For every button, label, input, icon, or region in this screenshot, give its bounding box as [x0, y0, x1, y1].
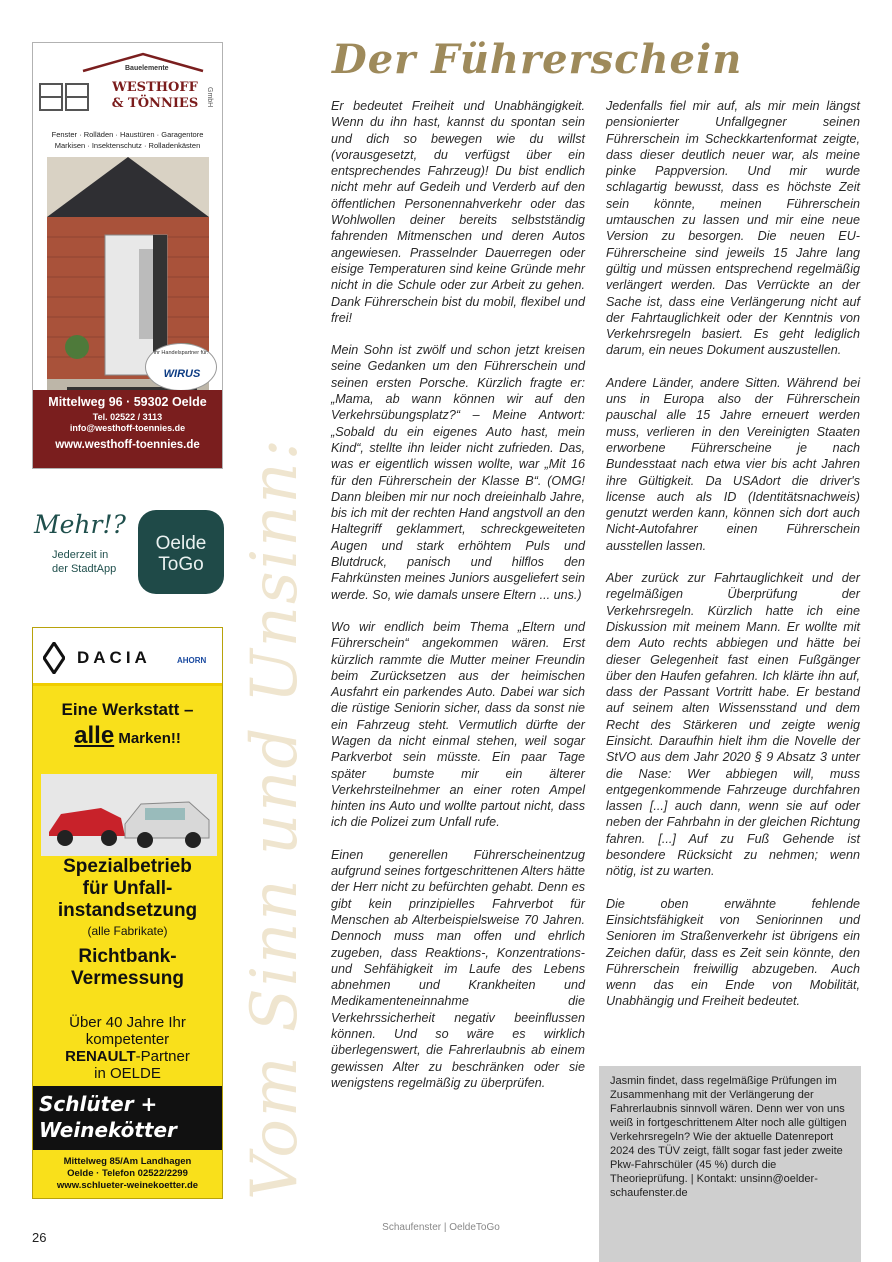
schlueter-company-banner [33, 1086, 222, 1150]
app-icon-line1: Oelde [155, 533, 207, 554]
column-series-title: Vom Sinn und Unsinn: [238, 436, 312, 1200]
richtbank-text [33, 946, 222, 990]
years-line4: in OELDE [94, 1065, 161, 1082]
alle-marken-headline [33, 722, 222, 750]
years-line2: kompetenter [85, 1031, 170, 1048]
marken-word: Marken!! [114, 730, 181, 747]
special-line3: instandsetzung [57, 900, 198, 921]
wirus-partner-badge [145, 343, 217, 391]
schlueter-contact [33, 1156, 222, 1192]
schlueter-phone: Oelde · Telefon 02522/2299 [67, 1168, 188, 1179]
schlueter-website[interactable]: www.schlueter-weinekoetter.de [56, 1180, 199, 1191]
westhoff-phone: Tel. 02522 / 3113 [92, 412, 163, 422]
schlueter-weinekoetter-ad[interactable] [32, 627, 223, 1199]
services-line1: Fenster · Rolläden · Haustüren · Garagentore [51, 130, 204, 139]
westhoff-contact-bar [33, 390, 222, 468]
paragraph: Mein Sohn ist zwölf und schon jetzt kreisen seine Gedanken um den Führerschein und seinen ersten Porsche. Kürzlich fragte er: „Mama, ab wann können wir auf den Verkehrsübungsplatz?“ – Meine Antwort: „Sobald du ein eigenes Auto hast, mein Kind“, stellte ihn leider nicht zufrieden. Das, was er eigentlich wissen wollte, war „Mit 16 für den Führerschein der Klasse B“. (OMG! Dann bleiben mir nur noch dreieinhalb Jahre, bis ich mit der rechten Hand angstvoll an den Haltegriff geklammert, schreckgeweiteten Augen und stark erhöhtem Puls und Blutdruck, panisch und hilflos den Fahrkünsten meines Juniors ausgeliefert sein werde. So, wie damals unsere Eltern ... uns.) [331, 343, 585, 602]
paragraph: Jedenfalls fiel mir auf, als mir mein längst pensionierter Unfallgegner seinen Führerschein im Scheckkartenformat zeigte, dass dieser deutlich neuer war, als meine pinke Pappversion. Und mir wurde schlagartig bewusst, dass es höchste Zeit sein könnte, meinen Führerschein umtauschen zu lassen und mir eine neue Version zu besorgen. Die neuen EU-Führerscheine sind jeweils 15 Jahre lang gültig und müssen entsprechend regelmäßig verlängert werden. Das Verrückte an der Sache ist, dass eine Verlängerung nicht auf der Fahrtauglichkeit oder der Kenntnis von Verkehrsregeln basiert. Es geht lediglich darum, ein neues Dokument auszustellen. [606, 99, 860, 358]
app-icon-line2: ToGo [158, 554, 204, 575]
dacia-logo: DACIA [77, 648, 151, 667]
paragraph: Die oben erwähnte fehlende Einsichtsfähigkeit von Seniorinnen und Senioren im Straßenverkehr ist übrigens ein Zeichen dafür, dass es Zeit sein könnte, den Führerschein freiwillig abzugeben. Auch wenn das ein Ende von Mobilität, Unabhängig und Freiheit bedeutet. [606, 896, 860, 1009]
westhoff-toennies-ad[interactable] [32, 42, 223, 469]
schlueter-address: Mittelweg 85/Am Landhagen [63, 1156, 192, 1167]
spezialbetrieb-text [33, 856, 222, 922]
paragraph: Er bedeutet Freiheit und Unabhängigkeit. Wenn du ihn hast, kannst du spontan sein und dich so bewegen wie du willst (vorausgesetzt, du verfügst über ein entsprechendes Fahrzeug)! Du bist endlich nicht mehr auf Gedeih und Verderb auf den öffentlichen Personennahverkehr oder das Wohlwollen deiner bereits selbstständig fahrenden Mitmenschen und deren Autos angewiesen. Prasselnder Dauerregen oder eisige Temperaturen sind keine Gründe mehr nicht in die Schule oder zur Arbeit zu gehen. Dank Führerschein bist du mobil, flexibel und frei! [331, 99, 585, 325]
dacia-header [33, 628, 222, 686]
partner-word: -Partner [135, 1048, 190, 1065]
company-line2: Weinekötter [39, 1118, 177, 1142]
company-name-line2: & TÖNNIES [111, 96, 199, 111]
paragraph: Wo wir endlich beim Thema „Eltern und Führerschein“ angekommen wären. Erst kürzlich rammte die Mutter meiner Freundin beim Zurücksetzen aus der heimischen Ausfahrt ein parkendes Auto. Dabei war sich die rüstige Seniorin sicher, dass da sonst nie ein Fahrzeug steht. Vermutlich dürfte der Wagen da nicht einmal stehen, weil sogar Parkverbot sein müsste. Ein paar Tage später bumste mir ein älterer Verkehrsteilnehmer an einer roten Ampel hinten ins Auto und wollte partout nicht, dass ich die Polizei zum Unfall rufe. [331, 619, 585, 830]
westhoff-address: Mittelweg 96 · 59302 Oelde [48, 395, 207, 409]
special-line2: für Unfall- [82, 878, 173, 899]
author-info-box: Jasmin findet, dass regelmäßige Prüfungen im Zusammenhang mit der Verlängerung der Fahrerlaubnis sinnvoll wären. Denn wer von uns weiß in fortgeschrittenem Alter noch alle gültigen Verkehrsregeln? Wie der aktuelle Datenreport 2024 des TÜV zeigt, fällt sogar fast jeder zweite Pkw-Fahrschüler (45 %) durch die Theorieprüfung. | Kontakt: unsinn@oelder-schaufenster.de [599, 1066, 861, 1262]
stadtapp-promo[interactable] [32, 508, 224, 594]
mehr-tagline: Mehr!? [34, 510, 126, 539]
paragraph: Aber zurück zur Fahrtauglichkeit und der regelmäßigen Überprüfung der Verkehrsregeln. Kürzlich hatte ich eine Diskussion mit meinem Mann. Er wollte mit dem Auto rechts abbiegen und hätte bei dieser Gelegenheit fast einen Fußgänger über den Haufen gefahren. Ich klärte ihn auf, dass der Passant Vortritt habe. Er bestand auf seinem alten Wissensstand und dem Recht des Stärkeren und zeigte wenig Einsicht. Daraufhin hielt ihm die Novelle der StVO aus dem Jahr 2020 § 9 Absatz 3 unter die Nase: Wer abbiegen will, muss entgegenkommende Fahrzeuge durchfahren lassen [...] auch dann, wenn sie auf oder neben der Fahrbahn in der gleichen Richtung fahren. [...] Auf zu Fuß Gehende ist besondere Rücksicht zu nehmen; wenn nötig, ist zu warten. [606, 571, 860, 879]
renault-word: RENAULT [65, 1048, 136, 1065]
special-line1: Spezialbetrieb [63, 856, 192, 877]
alle-word: alle [74, 722, 115, 749]
years-line3 [33, 1048, 222, 1065]
westhoff-services [33, 129, 222, 151]
alle-fabrikate-note: (alle Fabrikate) [87, 924, 168, 938]
renault-diamond-icon [43, 642, 65, 674]
years-line1: Über 40 Jahre Ihr [69, 1014, 186, 1031]
window-icon [39, 83, 89, 111]
services-line2: Markisen · Insektenschutz · Rolladenkästen [54, 141, 201, 150]
gmbh-label: GmbH [206, 87, 213, 108]
werkstatt-headline: Eine Werkstatt – [61, 700, 194, 719]
renault-partner-text [33, 1014, 222, 1082]
article-title: Der Führerschein [332, 36, 743, 83]
richtbank-line2: Vermessung [71, 968, 184, 989]
company-line1: Schlüter + [39, 1092, 158, 1116]
stadtapp-line2: der StadtApp [52, 563, 117, 575]
publication-name: Schaufenster | OeldeToGo [382, 1222, 500, 1233]
westhoff-email[interactable]: info@westhoff-toennies.de [69, 423, 186, 433]
article-column-1 [331, 98, 585, 1107]
company-name-line1: WESTHOFF [112, 80, 198, 95]
page-number: 26 [32, 1230, 47, 1245]
page-footer [0, 1222, 892, 1233]
westhoff-website[interactable]: www.westhoff-toennies.de [55, 439, 200, 451]
paragraph: Einen generellen Führerscheinentzug aufgrund seines fortgeschrittenen Alters hätte der Herr nicht zu befürchten gehabt. Denn es gibt kein prinzipielles Fahrverbot für Menschen ab Alterbeispielsweise 70 Jahren. Dennoch muss man offen und ehrlich zugeben, dass Reaktions-, Konzentrations- und Sehfähigkeit im Laufe des Lebens abnehmen und Krankheiten und Medikamenteneinnahme die Verkehrssicherheit negativ beeinflussen können. Und so wäre es wirklich überlegenswert, die Fahrerlaubnis ab einem gewissen Alter zu beschränken oder sie wenigstens regelmäßig zu überprüfen. [331, 847, 585, 1090]
stadtapp-line1: Jederzeit in [52, 549, 109, 561]
westhoff-company-name [95, 80, 215, 112]
oeldetogo-app-icon[interactable] [138, 510, 224, 594]
westhoff-logo-area [33, 43, 222, 129]
westhoff-small-label: Bauelemente [125, 65, 169, 72]
richtbank-line1: Richtbank- [78, 946, 177, 967]
crashed-cars-image [41, 774, 217, 856]
paragraph: Andere Länder, andere Sitten. Während bei uns in Europa also der Führerschein pauschal alle 15 Jahre erneuert werden muss, verlieren in den Vereinigten Staaten erworbene Führerscheine je nach Bundesstaat nach etwa vier bis acht Jahren ihre Gültigkeit. Da USAdort die driver's license auch als ID (Identitätsnachweis) genutzt werden kann, können sich dort auch Nicht-Autofahrer einen Führerschein ausstellen lassen. [606, 375, 860, 553]
partner-label: Ihr Handelspartner für: [153, 350, 209, 356]
wirus-logo: WIRUS [163, 368, 201, 380]
article-column-2 [606, 98, 860, 1026]
ahorn-logo: AHORN [177, 656, 207, 665]
